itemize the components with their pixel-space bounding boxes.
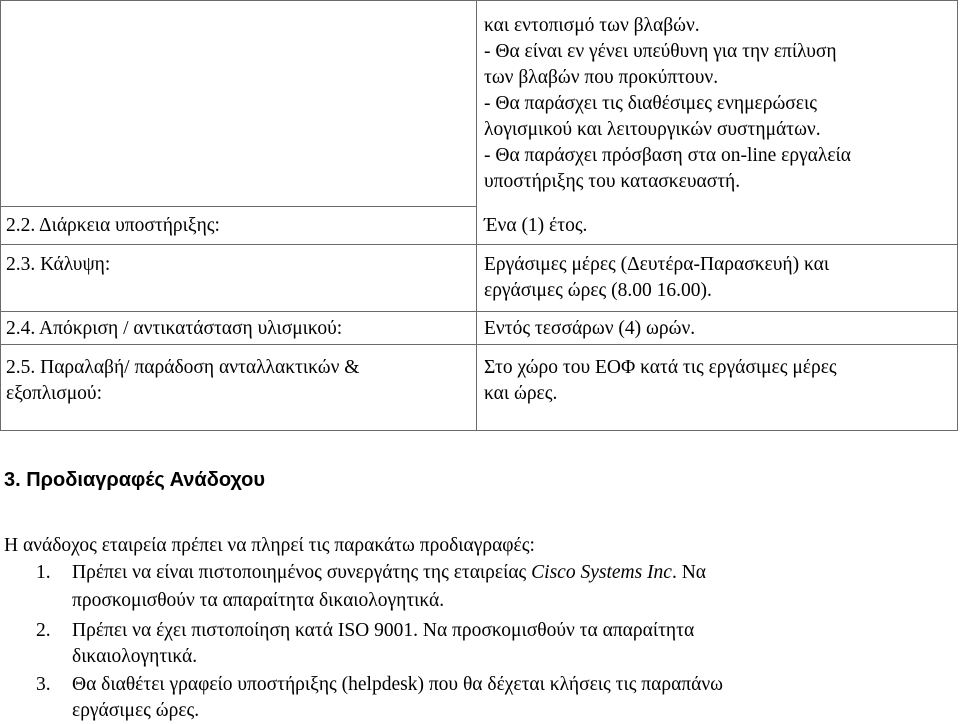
row-value: εργάσιμες ώρες (8.00 16.00). [484,280,712,301]
table-row-divider [0,206,476,207]
row-value: και ώρες. [484,383,558,404]
table-border-left [0,0,1,430]
cell-text-line: λογισμικού και λειτουργικών συστημάτων. [484,119,821,140]
row-label: 2.3. Κάλυψη: [6,254,111,275]
row-value: Ένα (1) έτος. [484,215,588,236]
row-label: 2.2. Διάρκεια υποστήριξης: [6,215,220,236]
cell-text-line: υποστήριξης του κατασκευαστή. [484,171,741,192]
list-item-number: 1. [36,562,51,583]
list-item-text: δικαιολογητικά. [72,646,198,667]
cell-text-line: - Θα παράσχει πρόσβαση στα on-line εργαλεία [484,145,851,166]
list-item-number: 3. [36,674,51,695]
cell-text-line: - Θα είναι εν γένει υπεύθυνη για την επίλυση [484,41,837,62]
section-intro: Η ανάδοχος εταιρεία πρέπει να πληρεί τις παρακάτω προδιαγραφές: [4,535,535,556]
table-row-divider [0,311,958,312]
cell-text-line: των βλαβών που προκύπτουν. [484,67,719,88]
row-label: εξοπλισμού: [6,383,103,404]
cell-text-line: και εντοπισμό των βλαβών. [484,15,700,36]
table-border-right [957,0,958,430]
row-label: 2.4. Απόκριση / αντικατάσταση υλισμικού: [6,318,343,339]
list-item-text: εργάσιμες ώρες. [72,700,200,721]
list-item-text: προσκομισθούν τα απαραίτητα δικαιολογητικά. [72,590,445,611]
section-heading: 3. Προδιαγραφές Ανάδοχου [4,469,265,491]
table-row-divider [0,344,958,345]
row-value: Στο χώρο του ΕΟΦ κατά τις εργάσιμες μέρες [484,357,837,378]
list-item-number: 2. [36,620,51,641]
row-value: Εντός τεσσάρων (4) ωρών. [484,318,696,339]
row-label: 2.5. Παραλαβή/ παράδοση ανταλλακτικών & [6,357,360,378]
table-column-divider [476,0,477,430]
table-row-divider [0,244,958,245]
list-item-text: Θα διαθέτει γραφείο υποστήριξης (helpdesk) που θα δέχεται κλήσεις τις παραπάνω [72,674,724,695]
table-border-top [0,0,958,1]
cell-text-line: - Θα παράσχει τις διαθέσιμες ενημερώσεις [484,93,817,114]
company-name: Cisco Systems Inc [531,562,672,583]
list-item-text: Πρέπει να είναι πιστοποιημένος συνεργάτης της εταιρείας Cisco Systems Inc. Να [72,562,707,583]
list-item-text: Πρέπει να έχει πιστοποίηση κατά ISO 9001. Να προσκομισθούν τα απαραίτητα [72,620,695,641]
table-border-bottom [0,430,958,431]
row-value: Εργάσιμες μέρες (Δευτέρα-Παρασκευή) και [484,254,830,275]
